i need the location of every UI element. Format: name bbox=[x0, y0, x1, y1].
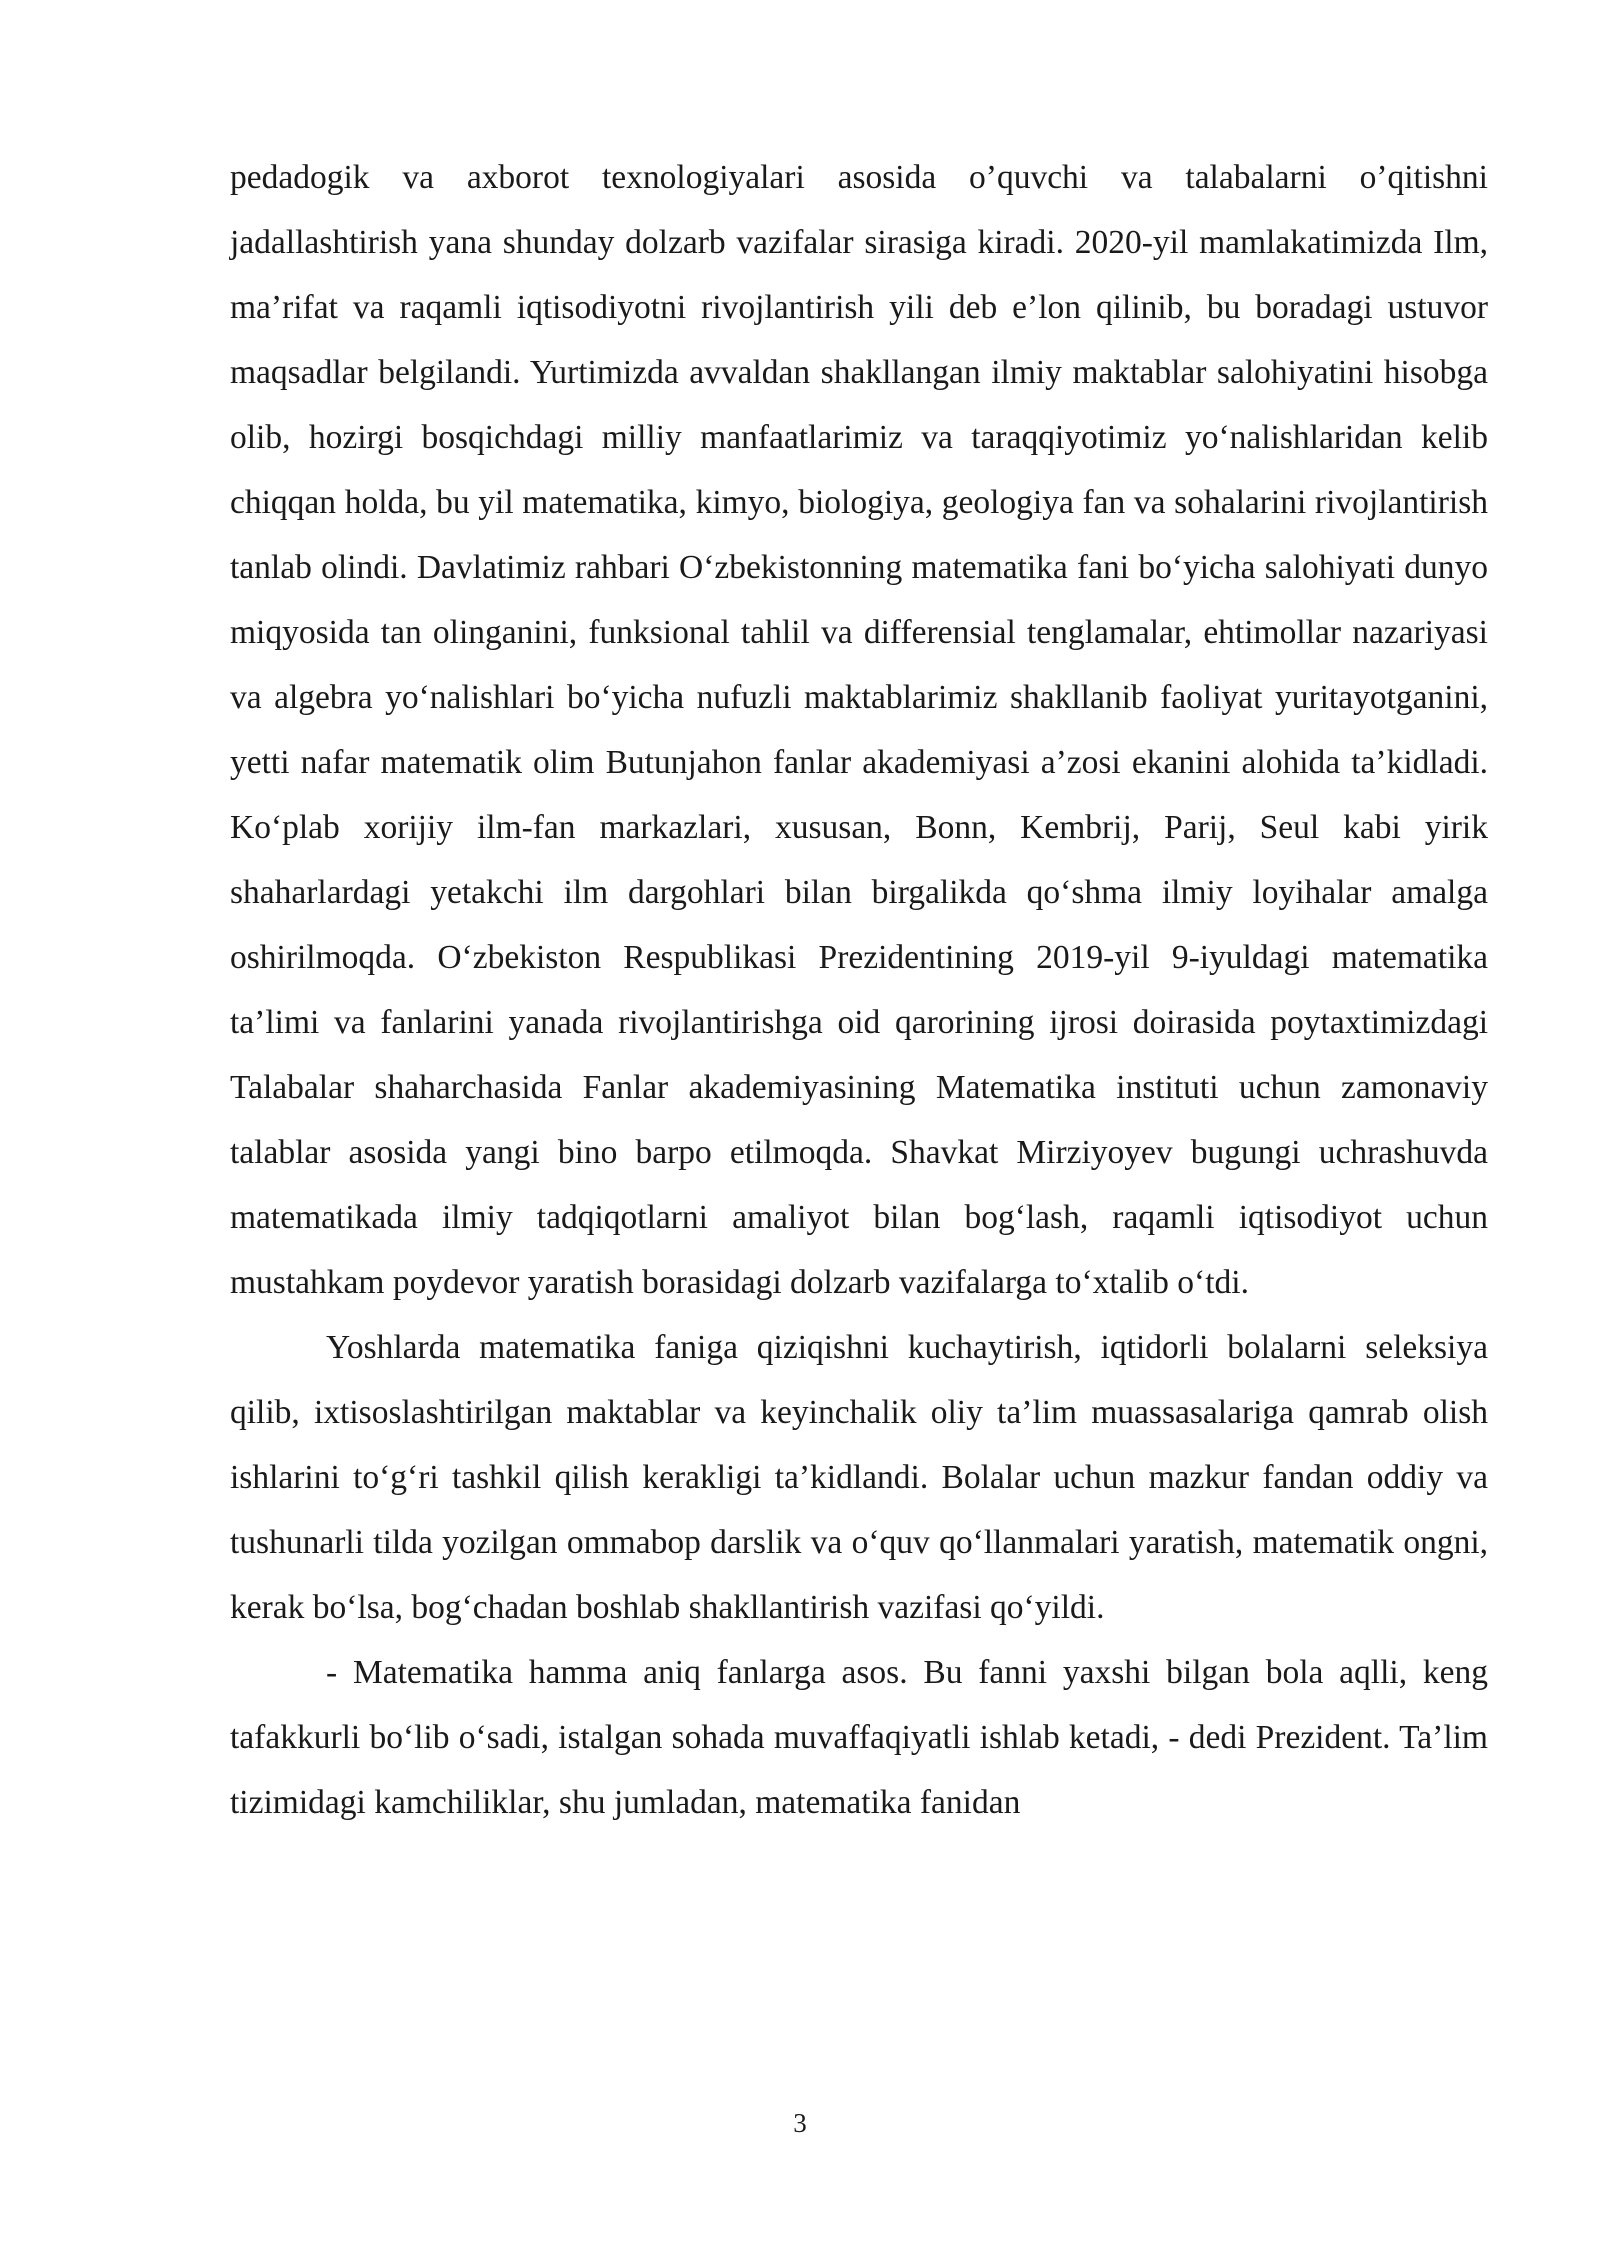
page-body bbox=[230, 145, 1488, 1835]
page-number: 3 bbox=[793, 2108, 807, 2138]
body-paragraph: Yoshlarda matematika faniga qiziqishni kuchaytirish, iqtidorli bolalarni seleksiya qilib, ixtisoslashtirilgan maktablar va keyinchalik oliy ta’lim muassasalariga qamrab olish ishlarini to‘g‘ri tashkil qilish kerakligi ta’kidlandi. Bolalar uchun mazkur fandan oddiy va tushunarli tilda yozilgan ommabop darslik va o‘quv qo‘llanmalari yaratish, matematik ongni, kerak bo‘lsa, bog‘chadan boshlab shakllantirish vazifasi qo‘yildi. bbox=[230, 1329, 1488, 1626]
body-paragraph: pedadogik va axborot texnologiyalari asosida o’quvchi va talabalarni o’qitishni jadallashtirish yana shunday dolzarb vazifalar sirasiga kiradi. 2020-yil mamlakatimizda Ilm, ma’rifat va raqamli iqtisodiyotni rivojlantirish yili deb e’lon qilinib, bu boradagi ustuvor maqsadlar belgilandi. Yurtimizda avvaldan shakllangan ilmiy maktablar salohiyatini hisobga olib, hozirgi bosqichdagi milliy manfaatlarimiz va taraqqiyotimiz yo‘nalishlaridan kelib chiqqan holda, bu yil matematika, kimyo, biologiya, geologiya fan va sohalarini rivojlantirish tanlab olindi. Davlatimiz rahbari O‘zbekistonning matematika fani bo‘yicha salohiyati dunyo miqyosida tan olinganini, funksional tahlil va differensial tenglamalar, ehtimollar nazariyasi va algebra yo‘nalishlari bo‘yicha nufuzli maktablarimiz shakllanib faoliyat yuritayotganini, yetti nafar matematik olim Butunjahon fanlar akademiyasi a’zosi ekanini alohida ta’kidladi. Ko‘plab xorijiy ilm-fan markazlari, xususan, Bonn, Kembrij, Parij, Seul kabi yirik shaharlardagi yetakchi ilm dargohlari bilan birgalikda qo‘shma ilmiy loyihalar amalga oshirilmoqda. O‘zbekiston Respublikasi Prezidentining 2019-yil 9-iyuldagi matematika ta’limi va fanlarini yanada rivojlantirishga oid qarorining ijrosi doirasida poytaxtimizdagi Talabalar shaharchasida Fanlar akademiyasining Matematika instituti uchun zamonaviy talablar asosida yangi bino barpo etilmoqda. Shavkat Mirziyoyev bugungi uchrashuvda matematikada ilmiy tadqiqotlarni amaliyot bilan bog‘lash, raqamli iqtisodiyot uchun mustahkam poydevor yaratish borasidagi dolzarb vazifalarga to‘xtalib o‘tdi. bbox=[230, 159, 1488, 1301]
body-paragraph: - Matematika hamma aniq fanlarga asos. Bu fanni yaxshi bilgan bola aqlli, keng tafakkurli bo‘lib o‘sadi, istalgan sohada muvaffaqiyatli ishlab ketadi, - dedi Prezident. Ta’lim tizimidagi kamchiliklar, shu jumladan, matematika fanidan bbox=[230, 1654, 1488, 1821]
